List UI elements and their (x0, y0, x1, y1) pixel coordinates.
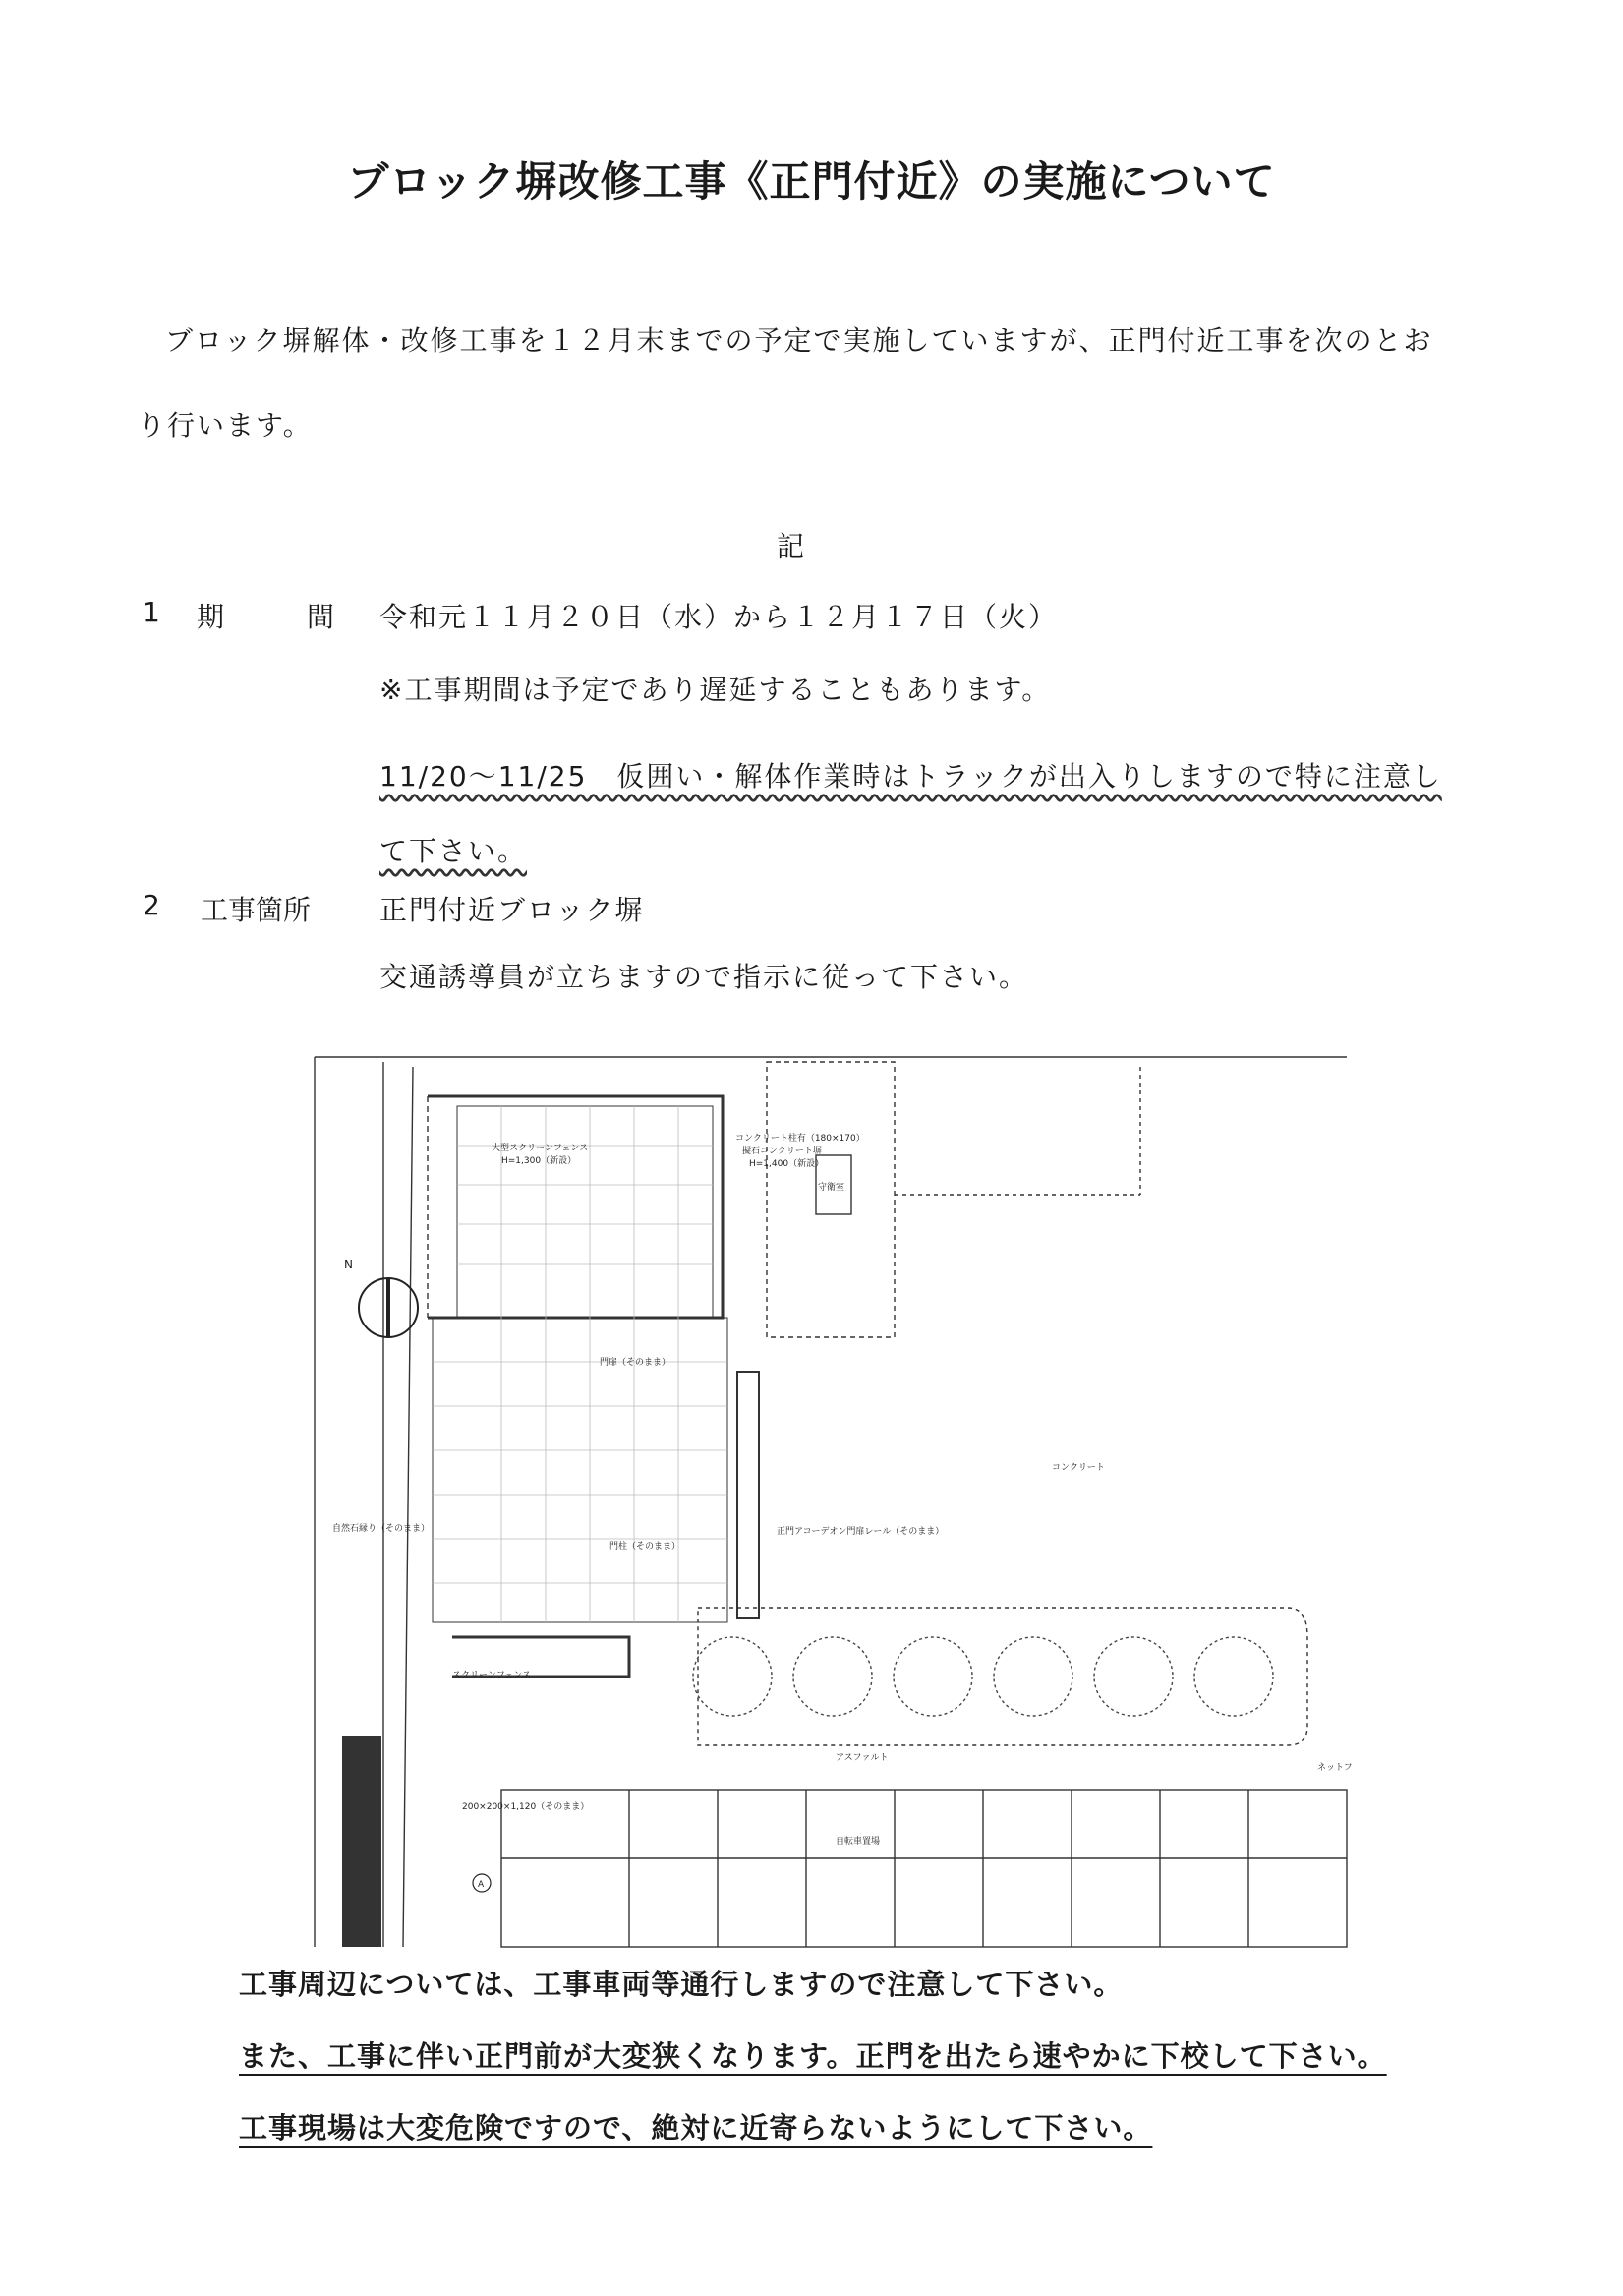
screen-fence-label: 大型スクリーンフェンス (492, 1144, 589, 1153)
gate-post-label: 門柱（そのまま） (609, 1542, 681, 1552)
item-2-number: 2 (143, 889, 160, 921)
item-1-label: 期 間 (197, 601, 363, 633)
notice-3: 工事現場は大変危険ですので、絶対に近寄らないようにして下さい。 (239, 2111, 1153, 2145)
north-label: N (344, 1258, 353, 1271)
item-1-number: 1 (143, 596, 160, 628)
item-1-note-2: 11/20～11/25 仮囲い・解体作業時はトラックが出入りしますので特に注意して下さい。 (379, 760, 1442, 867)
baseline-a-label: A (478, 1880, 485, 1890)
item-2-value: 正門付近ブロック塀 (379, 894, 645, 926)
concrete-wall-label: 擬石コンクリート塀 (742, 1147, 822, 1156)
ki-heading: 記 (777, 530, 805, 562)
curb-label: 自然石縁り（そのまま） (332, 1524, 431, 1534)
item-1-value: 令和元１１月２０日（水）から１２月１７日（火） (379, 601, 1059, 633)
screen-fence2-label: スクリーンフェンス (452, 1671, 532, 1680)
notice-2: また、工事に伴い正門前が大変狭くなります。正門を出たら速やかに下校して下さい。 (239, 2039, 1387, 2073)
site-plan-diagram (305, 1047, 1366, 1952)
guard-room-label: 守衛室 (818, 1183, 845, 1193)
gate-label: 門扉（そのまま） (600, 1358, 671, 1368)
net-label: ネットフ (1317, 1763, 1353, 1773)
notice-1: 工事周辺については、工事車両等通行しますので注意して下さい。 (239, 1968, 1124, 2001)
item-2-note-1: 交通誘導員が立ちますので指示に従って下さい。 (379, 961, 1029, 993)
bike-parking-label: 自転車置場 (836, 1837, 881, 1847)
intro-paragraph: ブロック塀解体・改修工事を１２月末までの予定で実施していますが、正門付近工事を次のとおり行います。 (138, 324, 1433, 442)
item-2-label: 工事箇所 (201, 894, 312, 926)
concrete-label: コンクリート (1052, 1463, 1105, 1473)
item-1-note-1: ※工事期間は予定であり遅延することもあります。 (379, 674, 1052, 706)
concrete-pole-label: コンクリート柱有（180×170） (735, 1134, 865, 1144)
screen-fence-height: H=1,300（新設） (501, 1156, 577, 1166)
asphalt-label: アスファルト (836, 1753, 889, 1763)
north-arrow-icon (359, 1278, 418, 1337)
gate-rail-label: 正門アコーデオン門扉レール（そのまま） (777, 1527, 945, 1537)
block-dims-label: 200×200×1,120（そのまま） (462, 1802, 590, 1812)
document-title: ブロック塀改修工事《正門付近》の実施について (347, 157, 1276, 206)
concrete-wall-height: H=1,400（新設） (749, 1159, 825, 1169)
